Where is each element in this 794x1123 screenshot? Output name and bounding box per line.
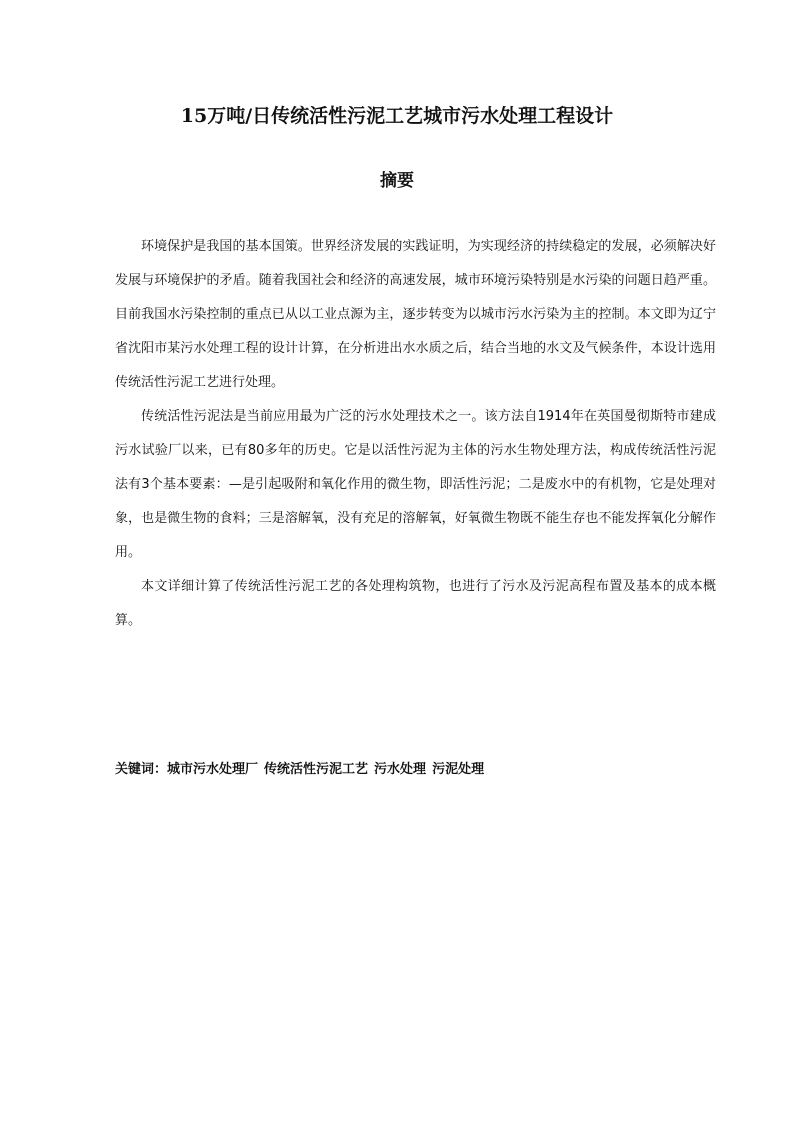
abstract-body [115, 230, 716, 638]
keyword-item: 污泥处理 [432, 762, 485, 777]
keyword-item: 污水处理 [374, 762, 427, 777]
abstract-paragraph-1: 环境保护是我国的基本国策。世界经济发展的实践证明，为实现经济的持续稳定的发展，必须解决好发展与环境保护的矛盾。随着我国社会和经济的高速发展，城市环境污染特别是水污染的问题日趋严重。目前我国水污染控制的重点已从以工业点源为主，逐步转变为以城市污水污染为主的控制。本文即为辽宁省沈阳市某污水处理工程的设计计算，在分析进出水水质之后，结合当地的水文及气候条件，本设计选用传统活性污泥工艺进行处理。 [115, 239, 716, 390]
abstract-paragraph-3: 本文详细计算了传统活性污泥工艺的各处理构筑物，也进行了污水及污泥高程布置及基本的成本概算。 [115, 579, 716, 628]
keywords-label: 关键词： [115, 762, 168, 777]
document-title: 15万吨/日传统活性污泥工艺城市污水处理工程设计 [180, 105, 614, 127]
abstract-heading: 摘要 [380, 171, 414, 191]
keyword-item: 传统活性污泥工艺 [264, 762, 369, 777]
keyword-item: 城市污水处理厂 [167, 762, 259, 777]
abstract-paragraph-2: 传统活性污泥法是当前应用最为广泛的污水处理技术之一。该方法自1914年在英国曼彻斯特市建成污水试验厂以来，已有80多年的历史。它是以活性污泥为主体的污水生物处理方法，构成传统活性污泥法有3个基本要素：—是引起吸附和氧化作用的微生物，即活性污泥；二是废水中的有机物，它是处理对象，也是微生物的食料；三是溶解氧，没有充足的溶解氧，好氧微生物既不能生存也不能发挥氧化分解作用。 [115, 409, 716, 560]
keywords-line [115, 760, 716, 780]
